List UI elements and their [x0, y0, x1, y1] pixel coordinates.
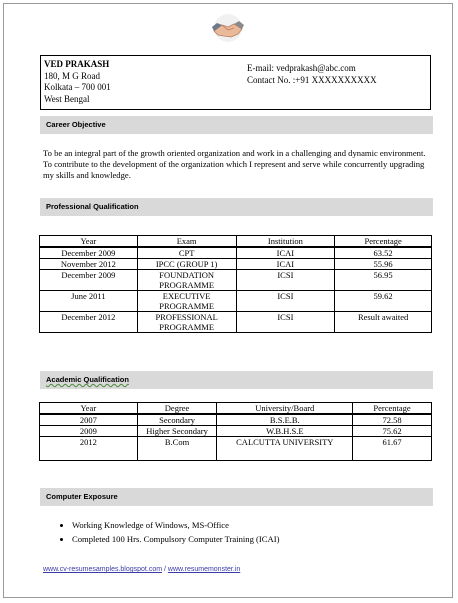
- table-row: [40, 291, 432, 312]
- phone-text: Contact No. :+91 XXXXXXXXXX: [247, 74, 377, 85]
- email-text: E-mail: vedprakash@abc.com: [247, 63, 356, 73]
- column-header: Institution: [236, 236, 335, 248]
- table-cell: 56.95: [335, 270, 432, 291]
- table-cell: 63.52: [335, 247, 432, 259]
- table-cell: December 2009: [40, 247, 138, 259]
- table-cell: 59.62: [335, 291, 432, 312]
- address-line: West Bengal: [44, 93, 90, 104]
- table-cell: December 2009: [40, 270, 138, 291]
- column-header: Degree: [137, 403, 217, 415]
- section-professional-qualification: [40, 198, 433, 216]
- table-cell: 2012: [40, 437, 138, 461]
- table-header-row: [40, 403, 432, 415]
- section-title: Academic Qualification: [46, 375, 129, 384]
- column-header: University/Board: [217, 403, 353, 415]
- academic-table: [39, 402, 432, 461]
- table-row: [40, 437, 432, 461]
- table-row: [40, 259, 432, 270]
- table-cell: Higher Secondary: [137, 426, 217, 437]
- column-header: Year: [40, 236, 138, 248]
- table-row: [40, 247, 432, 259]
- handshake-icon: [211, 13, 245, 43]
- footer-link-resumemonster[interactable]: www.resumemonster.in: [167, 566, 241, 573]
- section-career-objective: [40, 116, 433, 134]
- table-cell: November 2012: [40, 259, 138, 270]
- candidate-name: VED PRAKASH: [44, 59, 110, 69]
- table-header-row: [40, 236, 432, 248]
- computer-exposure-list: [56, 518, 279, 546]
- address-line: 180, M G Road: [44, 70, 100, 81]
- column-header: Percentage: [335, 236, 432, 248]
- table-cell: W.B.H.S.E: [217, 426, 353, 437]
- table-cell: EXECUTIVE PROGRAMME: [137, 291, 236, 312]
- table-cell: 2009: [40, 426, 138, 437]
- section-academic-qualification: [40, 371, 433, 389]
- table-cell: December 2012: [40, 312, 138, 333]
- address-line: Kolkata – 700 001: [44, 82, 111, 92]
- contact-block: [247, 63, 377, 86]
- table-cell: CALCUTTA UNIVERSITY: [217, 437, 353, 461]
- table-cell: PROFESSIONAL PROGRAMME: [137, 312, 236, 333]
- table-cell: ICAI: [236, 247, 335, 259]
- table-cell: B.S.E.B.: [217, 414, 353, 426]
- column-header: Exam: [137, 236, 236, 248]
- table-row: [40, 270, 432, 291]
- table-cell: Secondary: [137, 414, 217, 426]
- table-cell: 61.67: [353, 437, 432, 461]
- table-cell: B.Com: [137, 437, 217, 461]
- column-header: Year: [40, 403, 138, 415]
- professional-table: [39, 235, 432, 333]
- table-cell: IPCC (GROUP 1): [137, 259, 236, 270]
- section-title: Professional Qualification: [46, 202, 139, 211]
- section-title: Career Objective: [46, 120, 106, 129]
- address-block: [44, 59, 111, 105]
- table-cell: June 2011: [40, 291, 138, 312]
- table-cell: 2007: [40, 414, 138, 426]
- table-cell: 75.62: [353, 426, 432, 437]
- table-row: [40, 426, 432, 437]
- footer-separator: /: [162, 566, 168, 573]
- career-objective-text: To be an integral part of the growth oriented organization and work in a challenging and dynamic environment. To contribute to the development of the organization which I represent and serve while concurrently upgrading my skills and knowledge.: [43, 148, 426, 180]
- table-cell: ICSI: [236, 270, 335, 291]
- footer-link-cv-resumesamples[interactable]: www.cv-resumesamples.blogspot.com: [43, 566, 163, 573]
- table-cell: 72.58: [353, 414, 432, 426]
- table-cell: ICAI: [236, 259, 335, 270]
- table-row: [40, 312, 432, 333]
- section-computer-exposure: [40, 488, 433, 506]
- table-cell: 55.96: [335, 259, 432, 270]
- footer: [43, 566, 240, 573]
- table-row: [40, 414, 432, 426]
- table-cell: Result awaited: [335, 312, 432, 333]
- list-item: • Working Knowledge of Windows, MS-Office: [72, 518, 279, 532]
- section-title: Computer Exposure: [46, 492, 118, 501]
- table-cell: ICSI: [236, 291, 335, 312]
- contact-header: [40, 55, 431, 110]
- list-item: • Completed 100 Hrs. Compulsory Computer Training (ICAI): [72, 532, 279, 546]
- table-cell: FOUNDATION PROGRAMME: [137, 270, 236, 291]
- column-header: Percentage: [353, 403, 432, 415]
- table-cell: CPT: [137, 247, 236, 259]
- table-cell: ICSI: [236, 312, 335, 333]
